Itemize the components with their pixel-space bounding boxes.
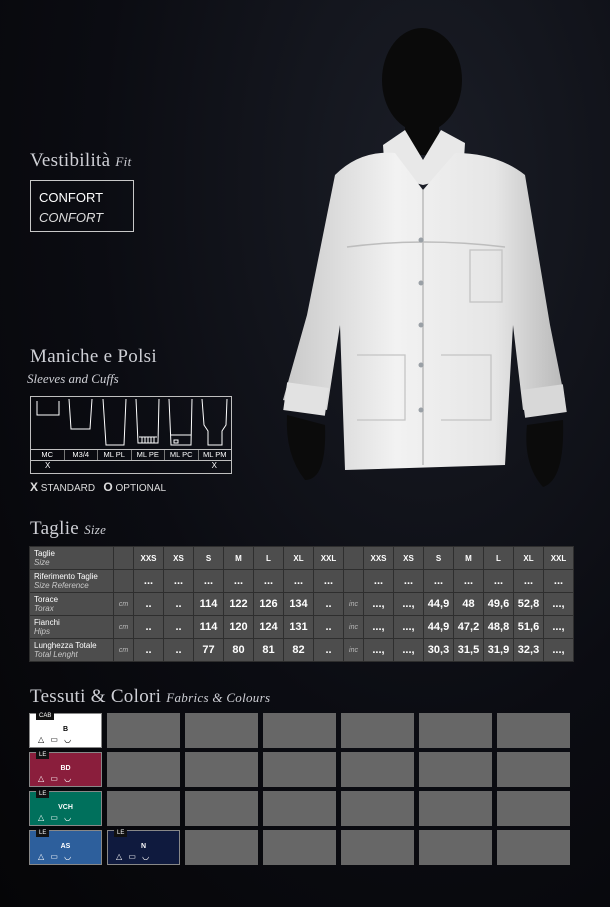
size-value-cm: 131 xyxy=(284,616,314,639)
size-value-inc: 51,6 xyxy=(514,616,544,639)
jacket-image xyxy=(265,25,595,495)
size-value-cm: 82 xyxy=(284,639,314,662)
fabric-empty-tile xyxy=(263,791,336,826)
sleeve-mark xyxy=(164,461,197,471)
size-value-inc: 31,5 xyxy=(454,639,484,662)
mannequin-left-hand xyxy=(287,415,325,480)
size-value-inc: 52,8 xyxy=(514,593,544,616)
size-header: XXS xyxy=(134,547,164,570)
fabric-empty-tile xyxy=(185,713,258,748)
size-header: XXL xyxy=(314,547,344,570)
sleeve-mark: X xyxy=(211,461,217,470)
care-symbols-icon: △ ▭ ◡ xyxy=(38,774,74,783)
size-header: XXS xyxy=(364,547,394,570)
size-value-inc: 47,2 xyxy=(454,616,484,639)
size-value-inc: ... xyxy=(364,570,394,593)
size-value-inc: 31,9 xyxy=(484,639,514,662)
fabric-empty-tile xyxy=(419,830,492,865)
fabric-code: N xyxy=(140,843,147,850)
fabric-empty-tile xyxy=(341,713,414,748)
fabric-empty-tile xyxy=(107,791,180,826)
fabric-code: AS xyxy=(60,843,71,850)
sleeves-table xyxy=(30,396,232,474)
sleeve-label: ML PM xyxy=(203,450,227,459)
size-unit-cell xyxy=(344,547,364,570)
size-value-inc: 44,9 xyxy=(424,593,454,616)
size-value-inc: ..., xyxy=(394,593,424,616)
size-value-cm: 80 xyxy=(224,639,254,662)
size-value-cm: 81 xyxy=(254,639,284,662)
sizes-title: Taglie Size xyxy=(30,518,107,539)
size-header: XXL xyxy=(544,547,574,570)
size-row-label: Fianchi Hips xyxy=(30,616,114,639)
mannequin-head xyxy=(382,28,462,132)
size-value-cm: 77 xyxy=(194,639,224,662)
size-value-cm: ... xyxy=(164,570,194,593)
sleeve-label: ML PL xyxy=(98,450,132,460)
fabrics-title: Tessuti & Colori Fabrics & Colours xyxy=(30,686,271,707)
fabric-empty-tile xyxy=(419,752,492,787)
size-unit-cm: cm xyxy=(114,639,134,662)
sleeve-mark xyxy=(98,461,131,471)
fabric-empty-tile xyxy=(419,713,492,748)
sleeve-mark xyxy=(64,461,97,471)
size-value-cm: .. xyxy=(134,616,164,639)
size-value-cm: ... xyxy=(254,570,284,593)
fabric-empty-tile xyxy=(419,791,492,826)
fabric-empty-tile xyxy=(185,791,258,826)
size-header: M xyxy=(454,547,484,570)
size-value-inc: 44,9 xyxy=(424,616,454,639)
size-unit-cm xyxy=(114,570,134,593)
size-header: S xyxy=(424,547,454,570)
sleeve-mark: X xyxy=(44,461,51,470)
size-value-inc: ..., xyxy=(394,616,424,639)
size-value-cm: 114 xyxy=(194,616,224,639)
size-row xyxy=(30,639,574,662)
fit-box xyxy=(30,180,134,232)
fabric-swatch-b xyxy=(29,713,102,748)
fabrics-subtitle: Fabrics & Colours xyxy=(166,690,271,705)
fabric-empty-tile xyxy=(341,830,414,865)
care-symbols-icon: △ ▭ ◡ xyxy=(38,735,74,744)
sleeve-diagram-mlpm xyxy=(198,397,231,449)
fabric-code: BD xyxy=(60,765,71,772)
size-row xyxy=(30,593,574,616)
fit-subtitle: Fit xyxy=(115,154,132,169)
sleeve-label: ML PC xyxy=(165,450,199,460)
care-symbols-icon: △ ▭ ◡ xyxy=(38,813,74,822)
size-value-cm: ... xyxy=(224,570,254,593)
sleeve-label: MC xyxy=(31,450,65,460)
sleeve-diagram-mc xyxy=(31,397,64,449)
size-row-label: Lunghezza Totale Total Lenght xyxy=(30,639,114,662)
sleeves-diagrams xyxy=(31,397,231,450)
size-value-cm: 134 xyxy=(284,593,314,616)
size-value-cm: ... xyxy=(284,570,314,593)
size-value-cm: .. xyxy=(164,639,194,662)
size-row xyxy=(30,570,574,593)
fabric-empty-tile xyxy=(497,713,570,748)
size-value-cm: .. xyxy=(134,639,164,662)
size-value-inc: ... xyxy=(394,570,424,593)
size-value-inc: ... xyxy=(454,570,484,593)
size-header: S xyxy=(194,547,224,570)
fabric-empty-tile xyxy=(263,752,336,787)
care-symbols-icon: △ ▭ ◡ xyxy=(38,852,74,861)
size-header: M xyxy=(224,547,254,570)
size-value-inc: ..., xyxy=(364,593,394,616)
sleeve-diagram-mlpl xyxy=(98,397,131,449)
sleeves-title: Maniche e Polsi xyxy=(30,346,157,367)
size-value-cm: 114 xyxy=(194,593,224,616)
sleeve-label: ML PE xyxy=(132,450,166,460)
care-symbols-icon: △ ▭ ◡ xyxy=(116,852,152,861)
size-value-inc: ... xyxy=(484,570,514,593)
size-value-cm: .. xyxy=(314,639,344,662)
fabric-code: VCH xyxy=(58,804,73,811)
size-header-label: Taglie Size xyxy=(30,547,114,570)
size-header: L xyxy=(484,547,514,570)
sleeve-legend: X STANDARD O OPTIONAL xyxy=(30,480,167,494)
fabric-tag: CAB xyxy=(36,713,54,720)
fabric-empty-tile xyxy=(107,752,180,787)
size-value-inc: ..., xyxy=(544,639,574,662)
fit-value: CONFORT xyxy=(39,190,104,205)
fabric-empty-tile xyxy=(341,752,414,787)
fabric-empty-tile xyxy=(107,713,180,748)
size-value-cm: .. xyxy=(134,593,164,616)
fabric-swatch-bd xyxy=(29,752,102,787)
size-value-cm: .. xyxy=(314,593,344,616)
fabric-tag: LE xyxy=(36,830,49,837)
size-value-inc: 49,6 xyxy=(484,593,514,616)
size-value-cm: ... xyxy=(134,570,164,593)
size-value-cm: 122 xyxy=(224,593,254,616)
size-unit-inc xyxy=(344,570,364,593)
size-unit-inc: inc xyxy=(344,639,364,662)
sleeve-availability xyxy=(31,461,231,471)
size-value-inc: ... xyxy=(424,570,454,593)
fabric-empty-tile xyxy=(185,752,258,787)
sleeves-subtitle: Sleeves and Cuffs xyxy=(27,371,119,386)
size-value-inc: 48,8 xyxy=(484,616,514,639)
fabric-empty-tile xyxy=(185,830,258,865)
fabric-swatch-as xyxy=(29,830,102,865)
fabric-swatch-n xyxy=(107,830,180,865)
fit-value-en: CONFORT xyxy=(39,210,104,225)
size-row xyxy=(30,616,574,639)
fabric-empty-tile xyxy=(263,713,336,748)
size-value-inc: ..., xyxy=(364,639,394,662)
sleeve-diagram-mlpc xyxy=(164,397,197,449)
fabric-empty-tile xyxy=(263,830,336,865)
sleeve-label: M3/4 xyxy=(65,450,99,460)
size-row-label: Torace Torax xyxy=(30,593,114,616)
size-value-inc: ... xyxy=(544,570,574,593)
size-value-inc: ..., xyxy=(394,639,424,662)
size-unit-inc: inc xyxy=(344,616,364,639)
size-value-inc: 32,3 xyxy=(514,639,544,662)
sleeve-type-labels xyxy=(31,450,231,461)
fabric-empty-tile xyxy=(341,791,414,826)
size-value-inc: ..., xyxy=(364,616,394,639)
fabric-empty-tile xyxy=(497,752,570,787)
mannequin-right-hand xyxy=(526,420,563,487)
size-row-label: Riferimento Taglie Size Reference xyxy=(30,570,114,593)
size-value-cm: .. xyxy=(314,616,344,639)
size-value-cm: ... xyxy=(314,570,344,593)
fabric-code: B xyxy=(62,726,69,733)
size-unit-inc: inc xyxy=(344,593,364,616)
size-unit-cm: cm xyxy=(114,616,134,639)
fabric-tag: LE xyxy=(36,752,49,759)
size-header: L xyxy=(254,547,284,570)
size-value-inc: 30,3 xyxy=(424,639,454,662)
size-unit-cm: cm xyxy=(114,593,134,616)
size-value-cm: 124 xyxy=(254,616,284,639)
size-value-cm: 120 xyxy=(224,616,254,639)
fabric-swatch-vch xyxy=(29,791,102,826)
size-value-inc: ..., xyxy=(544,593,574,616)
size-value-cm: .. xyxy=(164,593,194,616)
sizes-subtitle: Size xyxy=(84,522,107,537)
fabric-empty-tile xyxy=(497,791,570,826)
fabric-tag: LE xyxy=(36,791,49,798)
size-table xyxy=(29,546,574,662)
fabric-tag: LE xyxy=(114,830,127,837)
size-header: XL xyxy=(514,547,544,570)
size-value-inc: 48 xyxy=(454,593,484,616)
size-header: XL xyxy=(284,547,314,570)
size-header: XS xyxy=(164,547,194,570)
size-header: XS xyxy=(394,547,424,570)
fabric-empty-tile xyxy=(497,830,570,865)
fit-title: Vestibilità Fit xyxy=(30,150,132,171)
sleeve-mark xyxy=(131,461,164,471)
size-value-cm: 126 xyxy=(254,593,284,616)
sleeve-diagram-mlpe xyxy=(131,397,164,449)
sleeve-diagram-m34 xyxy=(64,397,97,449)
size-unit-cell xyxy=(114,547,134,570)
size-header-row xyxy=(30,547,574,570)
size-value-inc: ..., xyxy=(544,616,574,639)
size-value-inc: ... xyxy=(514,570,544,593)
size-value-cm: .. xyxy=(164,616,194,639)
size-value-cm: ... xyxy=(194,570,224,593)
